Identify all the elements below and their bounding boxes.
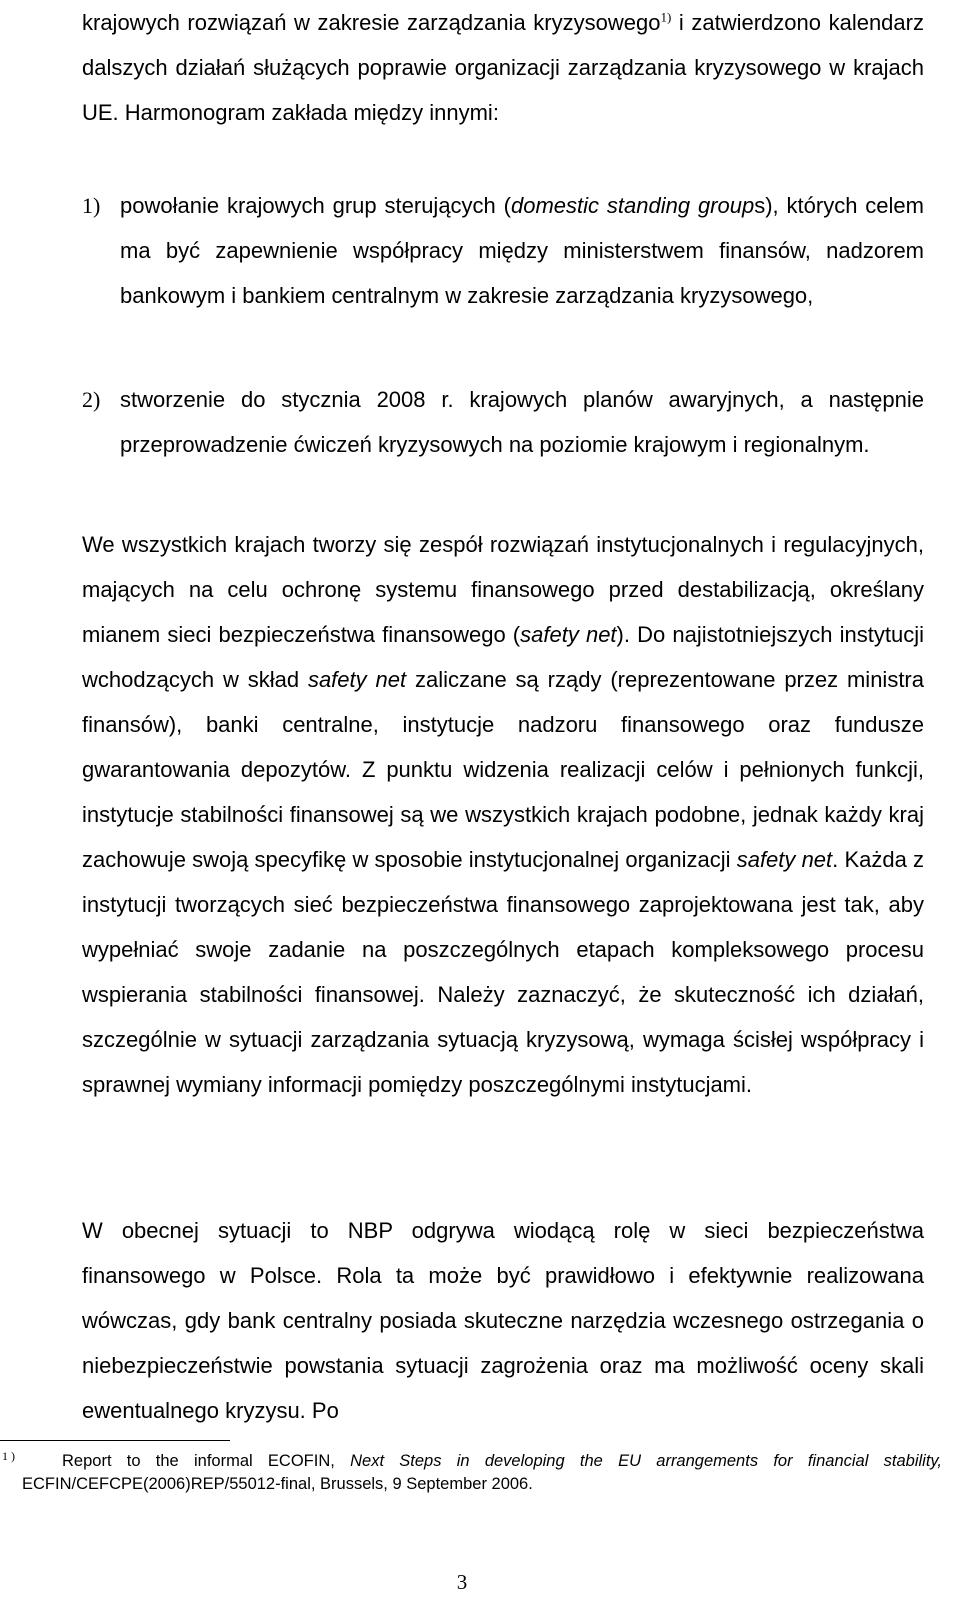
- list-item: [82, 377, 924, 467]
- list-item-text-part2: s), których celem ma być zapewnienie współpracy między ministerstwem finansów, nadzorem bankowym i bankiem centralnym w zakresie zarządzania kryzysowego,: [120, 193, 924, 308]
- paragraph-text: . Każda z instytucji tworzących sieć bezpieczeństwa finansowego zaprojektowana jest tak, aby wypełniać swoje zadanie na poszczególnych etapach kompleksowego procesu wspierania stabilności finansowej. Należy zaznaczyć, że skuteczność ich działań, szczególnie w sytuacji zarządzania sytuacją kryzysową, wymaga ścisłej współpracy i sprawnej wymiany informacji pomiędzy poszczególnymi instytucjami.: [82, 847, 925, 1097]
- footnote-text: Report to the informal ECOFIN,: [62, 1452, 351, 1470]
- list-item-text: stworzenie do stycznia 2008 r. krajowych planów awaryjnych, a następnie przeprowadzenie ćwiczeń kryzysowych na poziomie krajowym i regionalnym.: [120, 387, 924, 457]
- italic-term: safety net: [307, 667, 407, 692]
- list-item-italic-term: domestic standing group: [511, 193, 755, 218]
- list-item-text-part1: powołanie krajowych grup sterujących (: [120, 193, 511, 218]
- list-item: [82, 183, 924, 318]
- body-paragraph-nbp: W obecnej sytuacji to NBP odgrywa wiodącą rolę w sieci bezpieczeństwa finansowego w Polsce. Rola ta może być prawidłowo i efektywnie realizowana wówczas, gdy bank centralny posiada skuteczne narzędzia wczesnego ostrzegania o niebezpieczeństwie powstania sytuacji zagrożenia oraz ma możliwość oceny skali ewentualnego kryzysu. Po: [82, 1218, 924, 1423]
- footnote: [0, 1450, 942, 1496]
- footnote-mark: 1 ): [2, 1449, 15, 1463]
- italic-term: safety net: [736, 847, 833, 872]
- paragraph-text: zaliczane są rządy (reprezentowane przez ministra finansów), banki centralne, instytucje nadzoru finansowego oraz fundusze gwarantowania depozytów. Z punktu widzenia realizacji celów i pełnionych funkcji, instytucje stabilności finansowej są we wszystkich krajach podobne, jednak każdy kraj zachowuje swoją specyfikę w sposobie instytucjonalnej organizacji: [82, 667, 924, 872]
- footnote-reference: 1): [660, 9, 672, 25]
- paragraph-text: We wszystkich krajach tworzy się zespół rozwiązań instytucjonalnych i regulacyjnych, mających na celu ochronę systemu finansowego przed destabilizacją, określany mianem sieci bezpieczeństwa finansowego (: [82, 532, 924, 647]
- intro-text-part1: krajowych rozwiązań w zakresie zarządzania kryzysowego: [82, 10, 661, 35]
- intro-text-part2: i zatwierdzono kalendarz dalszych działań służących poprawie organizacji zarządzania kryzysowego w krajach UE. Harmonogram zakłada między innymi:: [82, 10, 924, 125]
- page-number: 3: [456, 1570, 468, 1594]
- italic-term: safety net: [520, 622, 617, 647]
- list-item-text: [120, 183, 924, 318]
- list-item-number: 2): [82, 387, 101, 412]
- list-item-number: 1): [82, 193, 101, 218]
- footnote-separator: [0, 1440, 230, 1441]
- intro-paragraph: [82, 0, 924, 135]
- footnote-text: ECFIN/CEFCPE(2006)REP/55012-final, Brussels, 9 September 2006.: [22, 1475, 533, 1493]
- footnote-italic-title: Next Steps in developing the EU arrangements for financial stability,: [350, 1452, 943, 1470]
- body-paragraph-safety-net: [82, 522, 924, 1107]
- paragraph-text: ). Do najistotniejszych instytucji wchodzących w skład: [82, 622, 925, 692]
